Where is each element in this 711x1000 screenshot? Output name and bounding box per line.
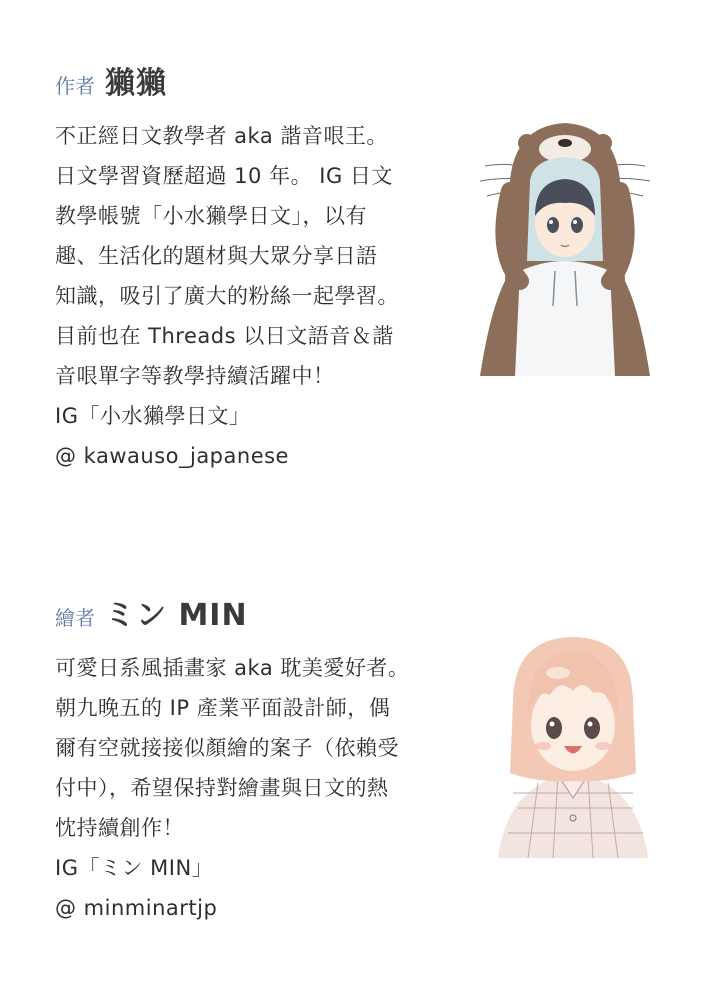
illustrator-heading <box>55 590 248 634</box>
illustrator-bio-line: 忱持續創作！ <box>55 816 184 840</box>
author-bio-line: 趣、生活化的題材與大眾分享日語 <box>55 244 378 268</box>
author-bio-line: 知識，吸引了廣大的粉絲一起學習。 <box>55 284 399 308</box>
author-role-label: 作者 <box>55 74 95 98</box>
illustrator-ig-line: IG「ミン MIN」 <box>55 856 214 880</box>
author-bio-line: 目前也在 Threads 以日文語音＆諧 <box>55 324 394 348</box>
illustrator-bio-line: 朝九晚五的 IP 產業平面設計師，偶 <box>55 696 391 720</box>
author-bio <box>55 116 399 476</box>
illustrator-bio-line: 可愛日系風插畫家 aka 耽美愛好者。 <box>55 656 410 680</box>
illustrator-name: ミン MIN <box>105 598 248 633</box>
author-ig-line: IG「小水獺學日文」 <box>55 404 251 428</box>
author-bio-line: 日文學習資歷超過 10 年。 IG 日文 <box>55 164 393 188</box>
illustrator-bio <box>55 648 409 928</box>
author-handle-line: @ kawauso_japanese <box>55 444 289 468</box>
illustrator-portrait-illustration <box>488 633 658 858</box>
illustrator-bio-line: 爾有空就接接似顏繪的案子（依賴受 <box>55 736 399 760</box>
author-name: 獺獺 <box>105 66 167 101</box>
illustrator-bio-line: 付中），希望保持對繪畫與日文的熱 <box>55 776 389 800</box>
author-bio-line: 音哏單字等教學持續活躍中！ <box>55 364 335 388</box>
author-bio-line: 不正經日文教學者 aka 諧音哏王。 <box>55 124 388 148</box>
illustrator-role-label: 繪者 <box>55 606 95 630</box>
author-portrait-illustration <box>475 121 655 376</box>
illustrator-handle-line: @ minminartjp <box>55 896 218 920</box>
author-heading <box>55 58 167 102</box>
author-bio-line: 教學帳號「小水獺學日文」，以有 <box>55 204 367 228</box>
